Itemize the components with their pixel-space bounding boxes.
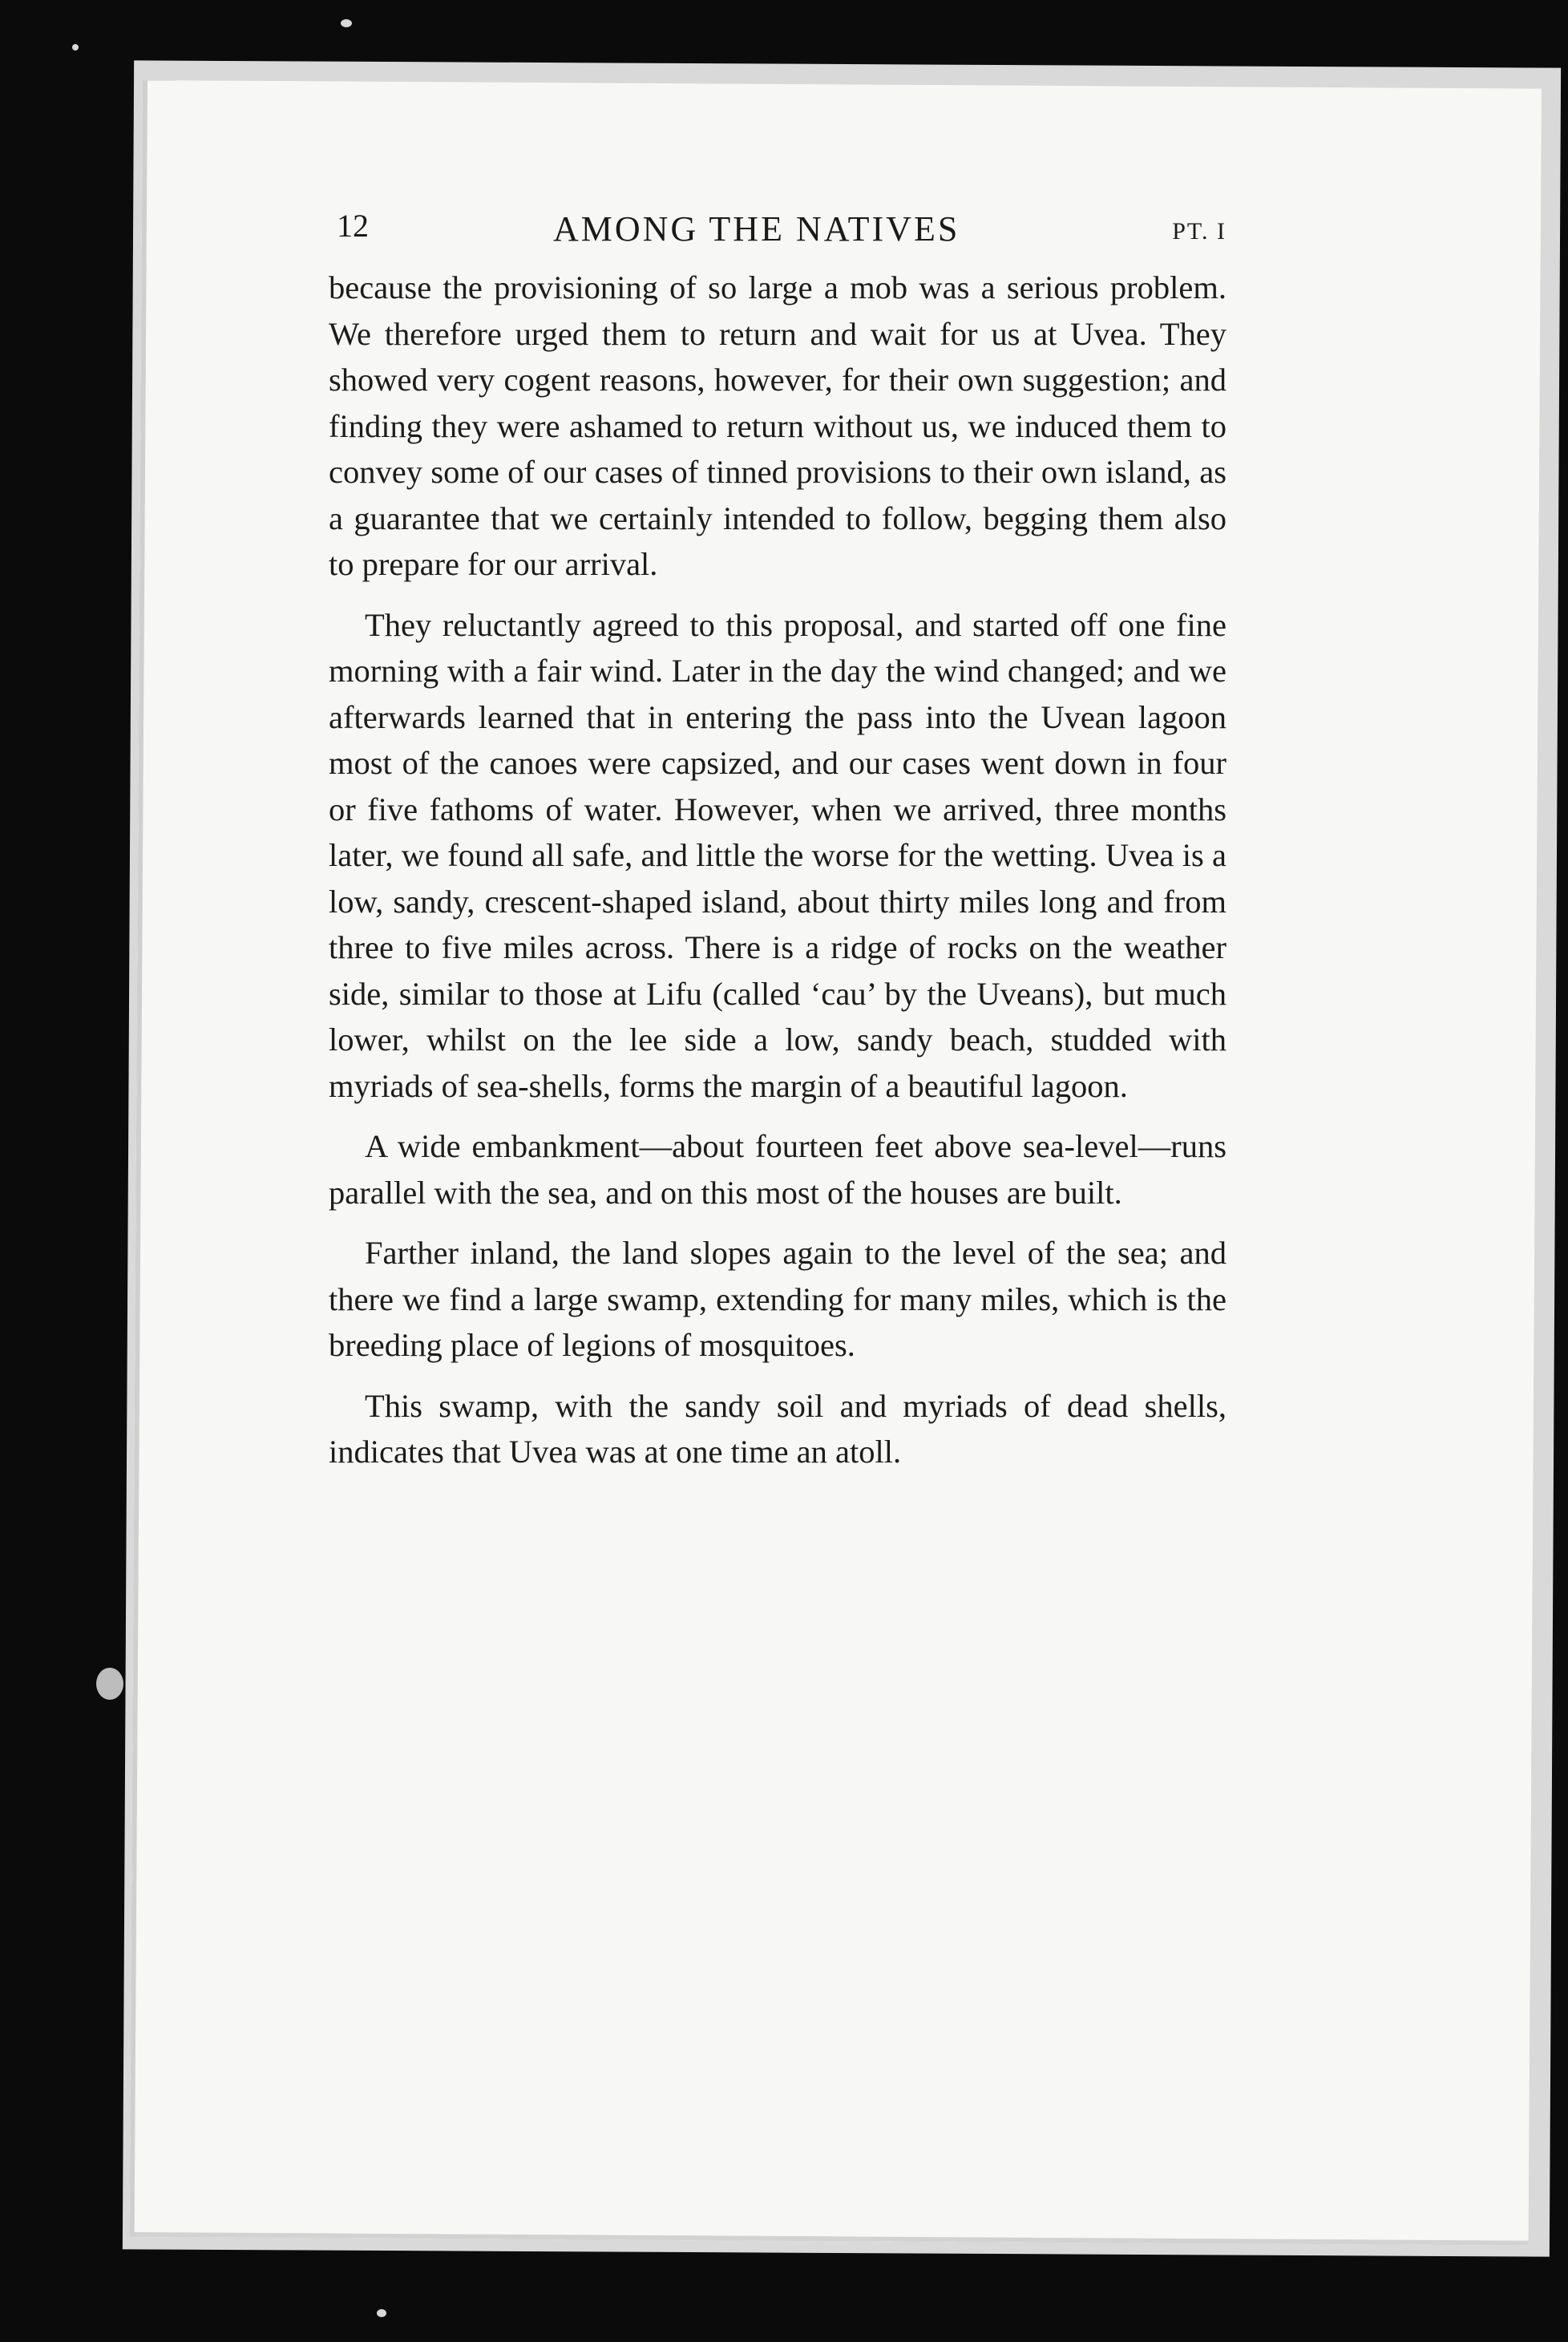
dust-speck	[341, 19, 352, 27]
dust-speck	[72, 44, 79, 51]
paragraph: A wide embankment—about fourteen feet above sea-level—runs parallel with the sea, and on this most of the houses are built.	[329, 1128, 1227, 1211]
paragraph: This swamp, with the sandy soil and myriads of dead shells, indicates that Uvea was at one time an atoll.	[329, 1387, 1227, 1470]
book-title: AMONG THE NATIVES	[553, 209, 960, 249]
paragraph: because the provisioning of so large a mob was a serious problem. We therefore urged them to return and wait for us at Uvea. They showed very cogent reasons, however, for their own suggestion; and finding they were ashamed to return without us, we induced them to convey some of our cases of tinned provisions to their own island, as a guarantee that we certainly intended to follow, begging them also to prepare for our arrival.	[329, 269, 1227, 582]
paragraph: They reluctantly agreed to this proposal, and started off one fine morning with a fair wind. Later in the day the wind changed; and we afterwards learned that in entering the pass into the Uvean lagoon most of the canoes were capsized, and our cases went down in four or five fathoms of water. However, when we arrived, three months later, we found all safe, and little the worse for the wetting. Uvea is a low, sandy, crescent-shaped island, about thirty miles long and from three to five miles across. There is a ridge of rocks on the weather side, similar to those at Lifu (called ‘cau’ by the Uveans), but much lower, whilst on the lee side a low, sandy beach, studded with myriads of sea-shells, forms the margin of a beautiful lagoon.	[329, 606, 1227, 1104]
dust-speck	[96, 1668, 123, 1700]
paragraph: Farther inland, the land slopes again to the level of the sea; and there we find a large swamp, extending for many miles, which is the breeding place of legions of mosquitoes.	[329, 1235, 1227, 1363]
dust-speck	[377, 2309, 386, 2317]
running-head	[337, 200, 1227, 265]
body-text	[329, 265, 1227, 1490]
part-label: PT. I	[1172, 218, 1227, 245]
page-number: 12	[337, 208, 369, 244]
